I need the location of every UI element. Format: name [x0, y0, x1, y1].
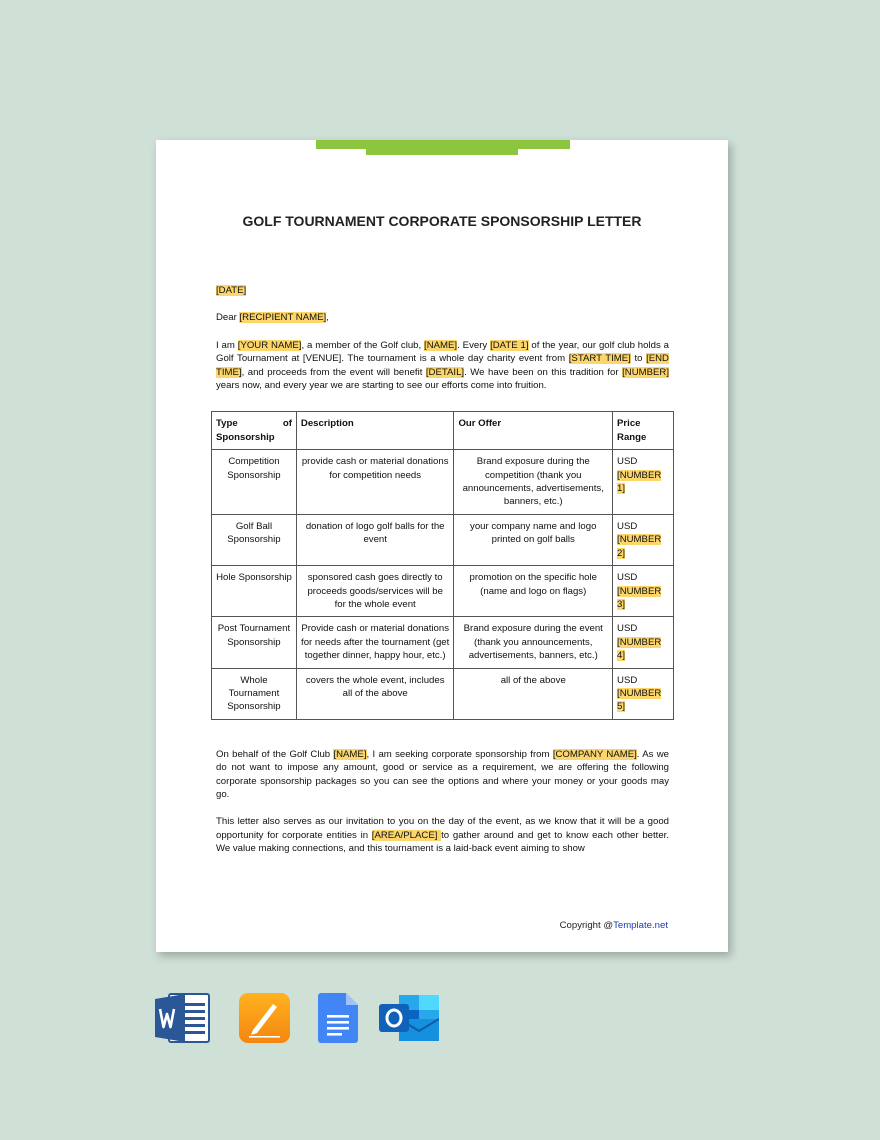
company-name-placeholder: [COMPANY NAME]: [552, 748, 637, 760]
name-placeholder: [NAME]: [424, 339, 458, 351]
detail-placeholder: [DETAIL]: [425, 366, 465, 378]
cell-offer: Brand exposure during the competition (thank you announcements, advertisements, banners, etc.): [454, 450, 613, 515]
intro-paragraph: I am [YOUR NAME], a member of the Golf club, [NAME]. Every [DATE 1] of the year, our golf club holds a Golf Tournament at [VENUE]. The tournament is a whole day charity event from [START TIME] to [END TIME], and proceeds from the event will benefit [DETAIL]. We have been on this tradition for [NUMBER] years now, and every year we are starting to see our efforts come into fruition.: [216, 339, 669, 392]
greeting: Dear [RECIPIENT NAME],: [216, 312, 329, 324]
table-row: [212, 514, 674, 565]
word-icon[interactable]: [155, 993, 211, 1043]
cell-offer: your company name and logo printed on golf balls: [454, 514, 613, 565]
cell-price: USD [NUMBER 2]: [613, 514, 674, 565]
cell-offer: promotion on the specific hole (name and logo on flags): [454, 566, 613, 617]
cell-description: donation of logo golf balls for the event: [296, 514, 454, 565]
cell-description: covers the whole event, includes all of the above: [296, 668, 454, 719]
google-docs-icon[interactable]: [318, 993, 358, 1043]
accent-bar-bottom: [366, 149, 518, 155]
start-time-placeholder: [START TIME]: [568, 353, 631, 365]
table-row: [212, 668, 674, 719]
table-row: [212, 566, 674, 617]
table-row: [212, 450, 674, 515]
cell-type: Competition Sponsorship: [212, 450, 297, 515]
table-row: [212, 617, 674, 668]
header-price: Price Range: [613, 412, 674, 450]
end-time-placeholder: [END TIME]: [216, 353, 669, 378]
cell-offer: all of the above: [454, 668, 613, 719]
cell-type: Golf Ball Sponsorship: [212, 514, 297, 565]
header-type: Type of Sponsorship: [212, 412, 297, 450]
header-description: Description: [296, 412, 454, 450]
number-placeholder: [NUMBER]: [622, 366, 669, 378]
recipient-placeholder: [RECIPIENT NAME]: [239, 312, 327, 324]
table-header-row: [212, 412, 674, 450]
document-page: [156, 140, 728, 952]
cell-description: sponsored cash goes directly to proceeds goods/services will be for the whole event: [296, 566, 454, 617]
copyright-line: Copyright @Template.net: [559, 920, 668, 931]
cell-offer: Brand exposure during the event (thank you announcements, advertisements, banners, etc.): [454, 617, 613, 668]
cell-description: provide cash or material donations for competition needs: [296, 450, 454, 515]
header-offer: Our Offer: [454, 412, 613, 450]
sponsorship-table: [211, 411, 674, 719]
outlook-icon[interactable]: [379, 993, 439, 1043]
pages-icon[interactable]: [239, 993, 290, 1043]
template-link[interactable]: Template.net: [613, 920, 668, 931]
area-placeholder: [AREA/PLACE]: [371, 829, 442, 841]
document-title: GOLF TOURNAMENT CORPORATE SPONSORSHIP LETTER: [242, 213, 642, 229]
cell-price: USD [NUMBER 1]: [613, 450, 674, 515]
cell-price: USD [NUMBER 3]: [613, 566, 674, 617]
date1-placeholder: [DATE 1]: [490, 339, 529, 351]
cell-type: Hole Sponsorship: [212, 566, 297, 617]
document-body: [216, 284, 669, 856]
cell-description: Provide cash or material donations for needs after the tournament (get together dinner, happy hour, etc.): [296, 617, 454, 668]
accent-bar-top: [316, 140, 570, 149]
date-line: [216, 284, 669, 297]
cell-price: USD [NUMBER 5]: [613, 668, 674, 719]
date-placeholder: [DATE]: [216, 285, 247, 296]
cell-type: Post Tournament Sponsorship: [212, 617, 297, 668]
cell-type: Whole Tournament Sponsorship: [212, 668, 297, 719]
invitation-paragraph: This letter also serves as our invitation to you on the day of the event, as we know that it will be a good opportunity for corporate entities in [AREA/PLACE] to gather around and get to know each other better. We value making connections, and this tournament is a laid-back event aiming to show: [216, 816, 669, 855]
club-name-placeholder: [NAME]: [333, 748, 367, 760]
your-name-placeholder: [YOUR NAME]: [237, 339, 302, 351]
behalf-paragraph: On behalf of the Golf Club [NAME], I am seeking corporate sponsorship from [COMPANY NAME]. As we do not want to impose any amount, good or service as a requirement, we are offering the following corporate sponsorship packages so you can see the options and where your money or your goods may go.: [216, 748, 670, 800]
cell-price: USD [NUMBER 4]: [613, 617, 674, 668]
